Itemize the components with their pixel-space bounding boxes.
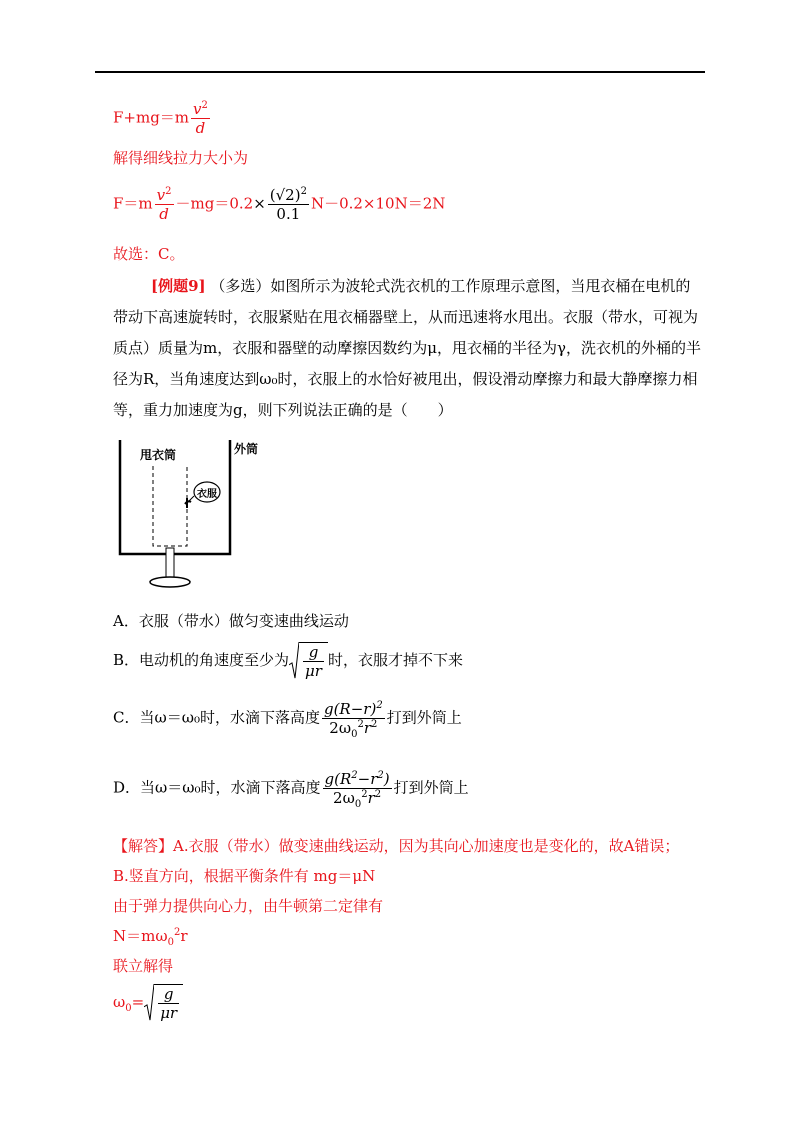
answer-line-1: 【解答】A.衣服（带水）做变速曲线运动，因为其向心加速度也是变化的，故A错误； [113,837,680,855]
answer-line-2: B.竖直方向，根据平衡条件有 mg＝μN [113,867,376,885]
header-rule [95,71,705,73]
equation-1 [113,100,212,137]
option-c: C．当ω＝ω₀时，水滴下落高度 $\frac{g(R-r)^2}{2\omega_0^2r^2}$ 打到外筒上 [113,700,462,740]
washing-machine-figure [112,436,262,596]
washing-machine-diagram [112,436,262,596]
answer-choice: 故选：C。 [113,245,185,263]
example-text: （多选）如图所示为波轮式洗衣机的工作原理示意图，当甩衣桶在电机的带动下高速旋转时，衣服紧贴在甩衣桶器壁上，从而迅速将水甩出。衣服（带水，可视为质点）质量为m，衣服和器壁的动摩擦因数约为μ，甩衣桶的半径为γ，洗衣机的外桶的半径为R，当角速度达到ω₀时，衣服上的水恰好被甩出，假设滑动摩擦力和最大静摩擦力相等，重力加速度为g，则下列说法正确的是（ ） [113,277,701,419]
eq1-fraction: $\frac{v^2}{d}$ [193,100,208,137]
solution-text-line: 解得细线拉力大小为 [113,149,249,167]
answer-line-4: $N=m\omega_0^2r$ [113,927,188,948]
label-clothes: 衣服 [197,489,217,500]
label-inner-drum: 甩衣筒 [140,448,177,462]
label-outer-tub: 外筒 [234,442,259,456]
option-b: B．电动机的角速度至少为 $\frac{g}{\mu r}$ 时，衣服才掉不下来 [113,643,463,680]
equation-2: F＝m $\frac{v^2}{d}$ －mg＝0.2× $\frac{(√2)^2}{0.1}$ N－0.2×10N＝2N [113,186,446,223]
example-paragraph [113,271,703,426]
answer-line-5: 联立解得 [113,957,174,975]
option-d: D．当ω＝ω₀时，水滴下落高度 $\frac{g(R^2-r^2)}{2\omega_0^2r^2}$ 打到外筒上 [113,770,469,810]
answer-line-6: $\omega_0=$ $\frac{g}{\mu r}$ [113,984,183,1022]
eq1-lhs: F+mg＝m [113,108,190,127]
option-a: A．衣服（带水）做匀变速曲线运动 [113,612,349,630]
answer-line-3: 由于弹力提供向心力，由牛顿第二定律有 [113,897,384,915]
example-tag: [例题9] [151,277,206,295]
